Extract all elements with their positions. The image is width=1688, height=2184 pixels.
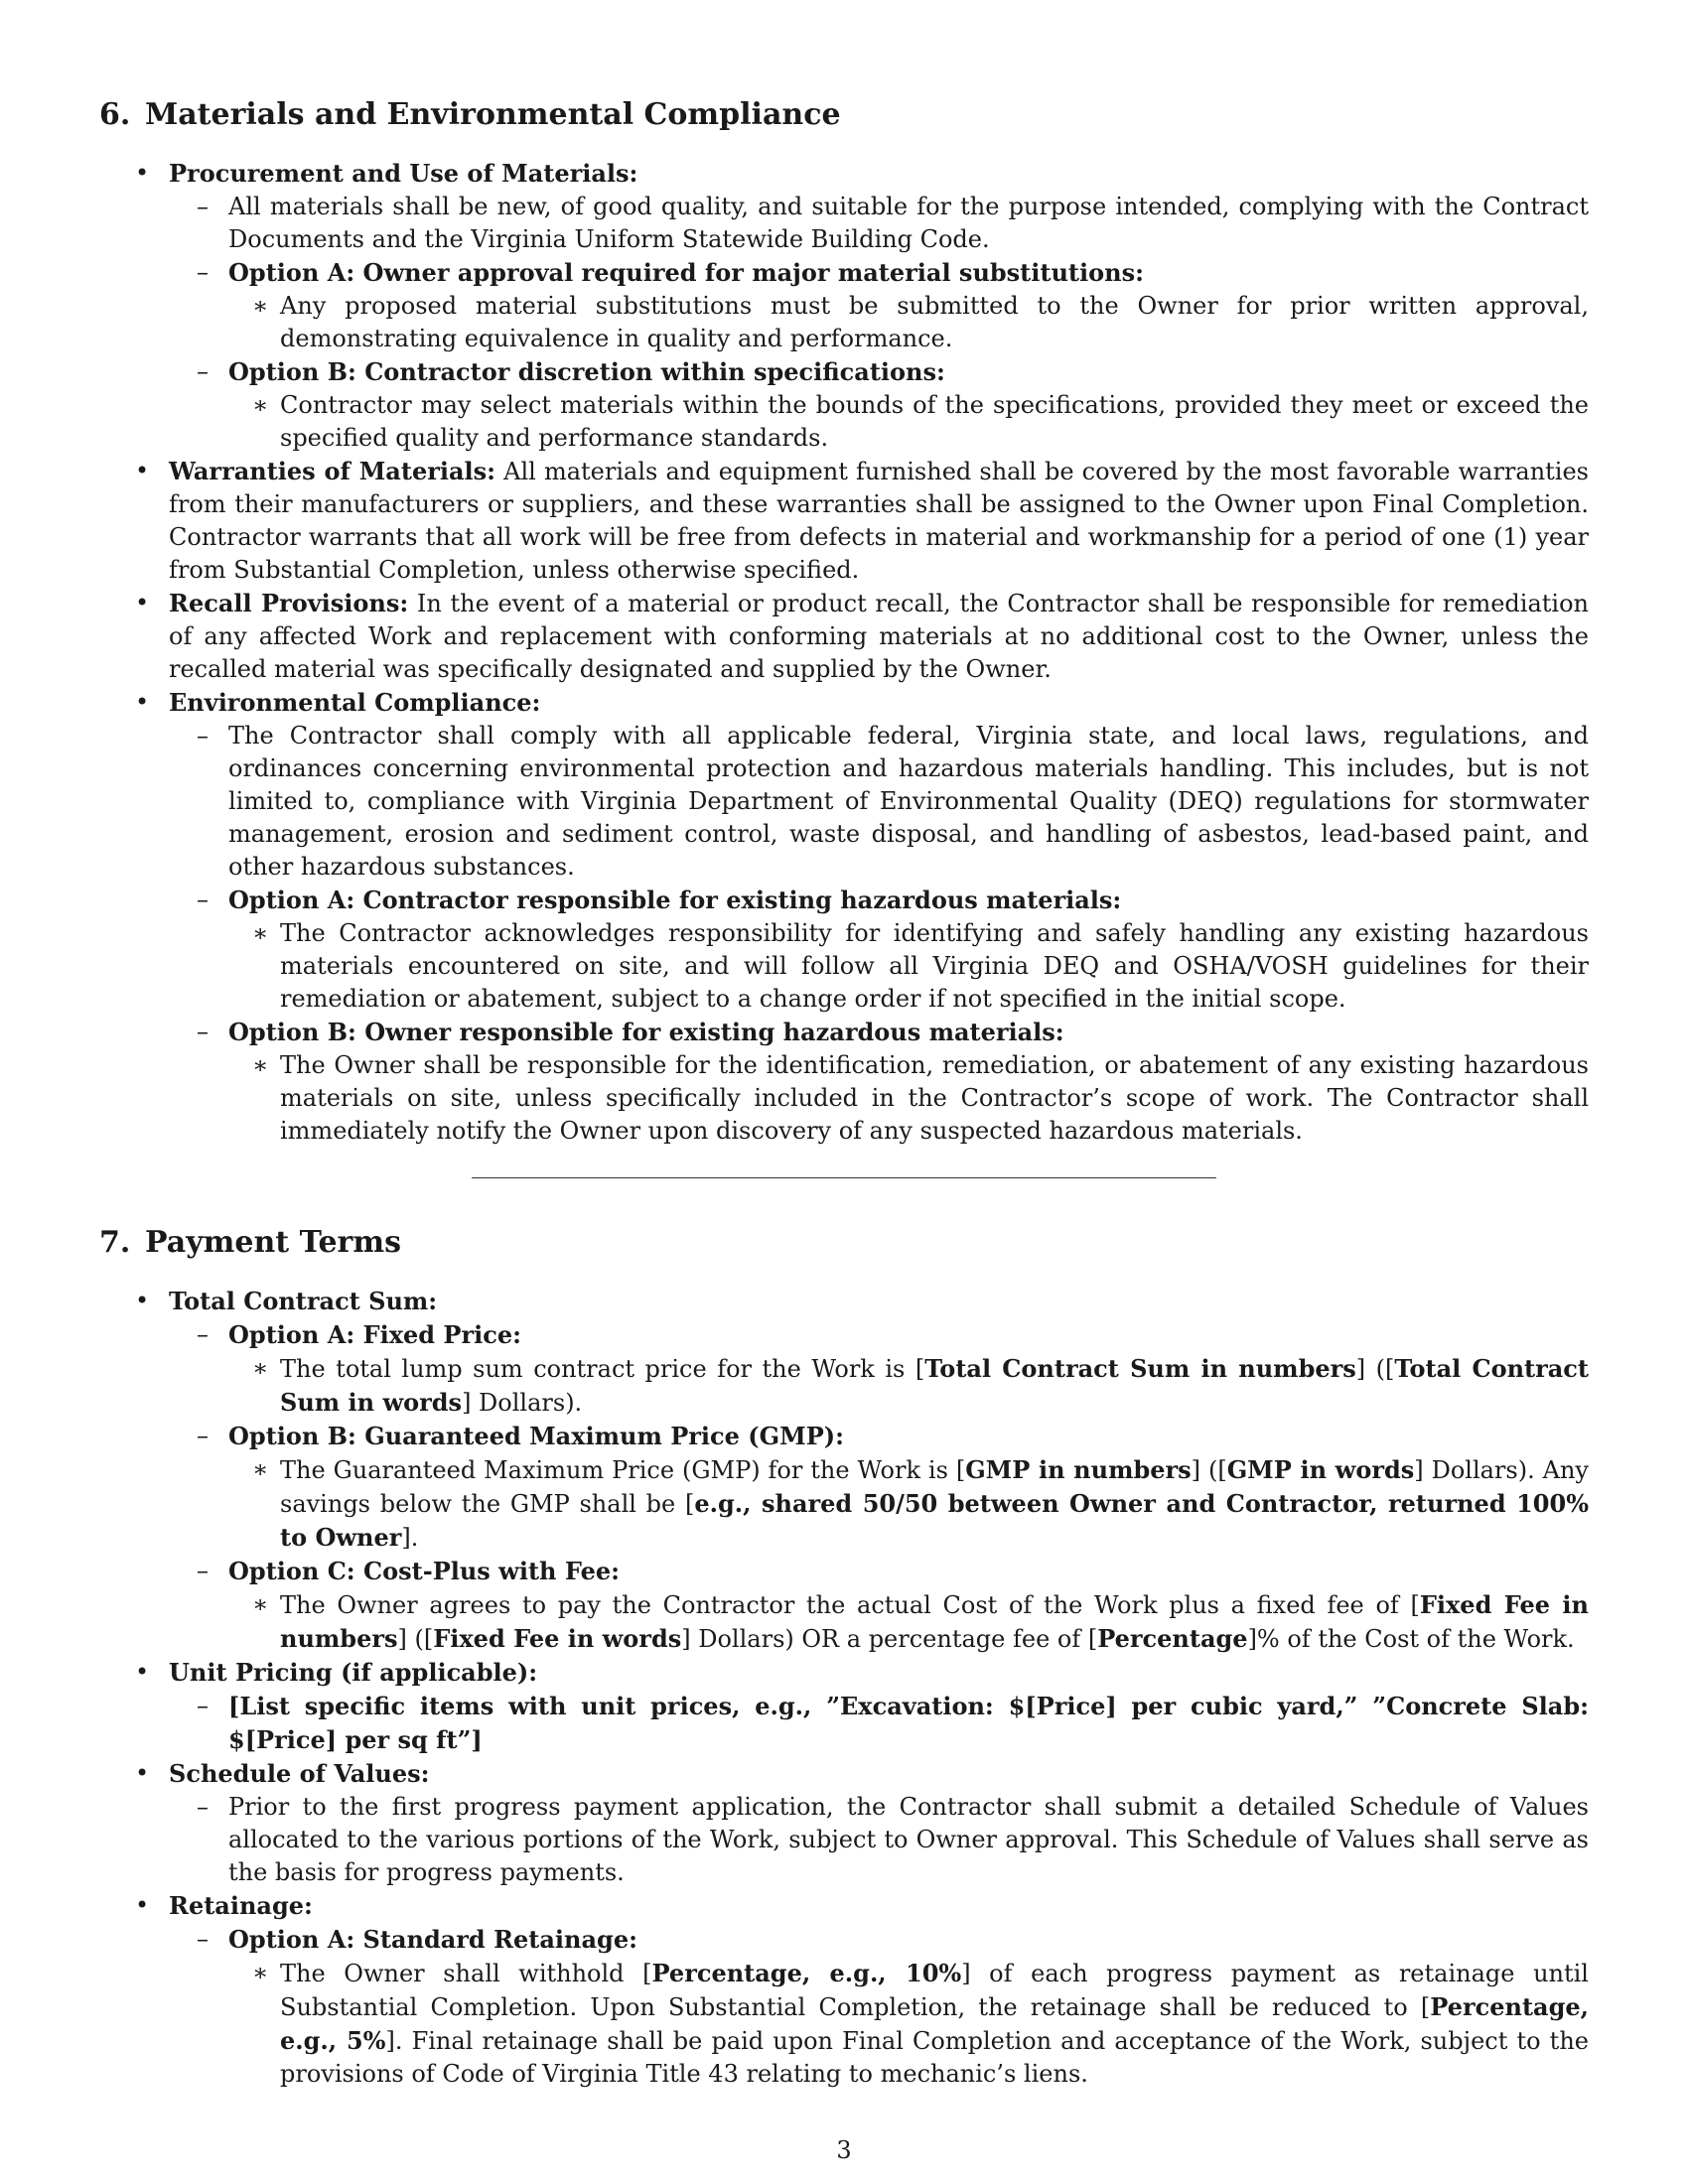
section-7 [99, 1223, 1589, 2091]
placeholder-field: Percentage [1097, 1624, 1248, 1653]
item-heading: Retainage: [169, 1891, 313, 1920]
sub-item [169, 256, 1589, 355]
option-item [228, 1352, 1589, 1420]
section-number: 6. [99, 97, 131, 132]
placeholder-field: Percentage, e.g., 5% [280, 1992, 1589, 2055]
section-divider [472, 1177, 1216, 1178]
bullet-list [99, 157, 1589, 1148]
item-heading: Unit Pricing (if applicable): [169, 1658, 538, 1687]
option-list [228, 1352, 1589, 1420]
sub-item [169, 1318, 1589, 1420]
text-run: The Owner shall withhold [ [280, 1960, 652, 1987]
item-heading: Environmental Compliance: [169, 688, 541, 717]
text-run: The Guaranteed Maximum Price (GMP) for the Work is [ [280, 1456, 966, 1484]
sub-item [169, 191, 1589, 256]
sub-item [169, 1016, 1589, 1148]
sub-item [169, 1791, 1589, 1889]
placeholder-field: GMP in numbers [965, 1455, 1192, 1484]
option-item: ∗ The Guaranteed Maximum Price (GMP) for the Work is [GMP in numbers] ([GMP in words] Dollars). Any savings below the GMP shall be [e.g., shared 50/50 between Owner and Contractor, returned 100% to Owner]. [228, 1453, 1589, 1555]
option-list [228, 290, 1589, 355]
option-list [228, 1957, 1589, 2091]
text-run: ] Dollars) OR a percentage fee of [ [681, 1625, 1098, 1653]
sub-item [169, 1690, 1589, 1757]
text-run: ] of each progress payment as retainage until Substantial Completion. Upon Substantial Completion, the retainage shall be reduced to [ [280, 1960, 1589, 2021]
list-item [99, 1656, 1589, 1757]
option-list [228, 1049, 1589, 1148]
list-item [99, 455, 1589, 587]
sub-item [169, 1923, 1589, 2091]
placeholder-field: Percentage, e.g., 10% [651, 1959, 962, 1987]
sub-list [169, 1923, 1589, 2091]
option-list [228, 389, 1589, 455]
item-heading: Warranties of Materials: [169, 457, 496, 485]
list-item [99, 157, 1589, 455]
sub-item [169, 884, 1589, 1016]
option-title: Option B: Contractor discretion within specifications: [228, 357, 945, 386]
text-run: ] ([ [1191, 1456, 1227, 1484]
section-title: Materials and Environmental Compliance [145, 97, 841, 132]
bullet-list [99, 1285, 1589, 2091]
placeholder-field: GMP in words [1226, 1455, 1415, 1484]
sub-list [169, 1318, 1589, 1656]
section-heading [99, 95, 1589, 135]
sub-item [169, 355, 1589, 455]
text-run: The total lump sum contract price for the Work is [ [280, 1355, 925, 1383]
option-list [228, 917, 1589, 1016]
sub-item [169, 1420, 1589, 1555]
page-number: 3 [836, 2136, 852, 2164]
sub-item [169, 1555, 1589, 1656]
option-item [228, 917, 1589, 1016]
list-item [99, 686, 1589, 1148]
text-run: Dollars). Any savings below the GMP shall be [ [280, 1456, 1589, 1518]
placeholder-field: Fixed Fee in numbers [280, 1590, 1589, 1653]
list-item [99, 1757, 1589, 1889]
list-item [99, 1285, 1589, 1656]
option-item [228, 389, 1589, 455]
option-title: Option A: Fixed Price: [228, 1320, 521, 1349]
text-run: ]% of the Cost of the Work. [1247, 1625, 1575, 1653]
option-title: Option A: Owner approval required for major material substitutions: [228, 258, 1144, 287]
item-text: The Owner shall be responsible for the identification, remediation, or abatement of any existing hazardous materials on site, unless specifically included in the Contractor’s scope of work. The Contractor shall immediately notify the Owner upon discovery of any suspected hazardous materials. [280, 1051, 1589, 1145]
option-item [228, 1957, 1589, 2091]
item-heading: Total Contract Sum: [169, 1287, 438, 1315]
text-run: ]. [401, 1524, 419, 1552]
option-list [228, 1453, 1589, 1555]
list-item [99, 587, 1589, 686]
item-text: Prior to the first progress payment application, the Contractor shall submit a detailed Schedule of Values allocated to the various portions of the Work, subject to Owner approval. This Schedule of Values shall serve as the basis for progress payments. [228, 1793, 1589, 1886]
item-heading: Procurement and Use of Materials: [169, 159, 638, 188]
placeholder-field: Total Contract Sum in numbers [924, 1354, 1356, 1383]
section-6 [99, 95, 1589, 1148]
option-item [228, 1588, 1589, 1656]
section-heading [99, 1223, 1589, 1263]
list-item [99, 1889, 1589, 2091]
placeholder-field: Fixed Fee in words [433, 1624, 682, 1653]
option-title: Option C: Cost-Plus with Fee: [228, 1557, 620, 1585]
item-text: In the event of a material or product recall, the Contractor shall be responsible for remediation of any affected Work and replacement with conforming materials at no additional cost to the Owner, unless the recalled material was specifically designated and supplied by the Owner. [169, 590, 1589, 683]
sub-list [169, 1690, 1589, 1757]
text-run: ] Dollars). [462, 1389, 583, 1417]
item-heading: Schedule of Values: [169, 1759, 430, 1788]
sub-list [169, 1791, 1589, 1889]
text-run: ]. Final retainage shall be paid upon Final Completion and acceptance of the Work, subject to the provisions of Code of Virginia Title 43 relating to mechanic’s liens. [280, 2027, 1589, 2088]
sub-list [169, 720, 1589, 1148]
option-item [228, 290, 1589, 355]
option-list [228, 1588, 1589, 1656]
item-text: The Contractor shall comply with all applicable federal, Virginia state, and local laws, regulations, and ordinances concerning environmental protection and hazardous materials handling. This includes, but is not limited to, compliance with Virginia Department of Environmental Quality (DEQ) regulations for stormwater management, erosion and sediment control, waste disposal, and handling of asbestos, lead-based paint, and other hazardous substances. [228, 722, 1589, 881]
item-text: [List specific items with unit prices, e.g., ”Excavation: $[Price] per cubic yard,” ”Concrete Slab: $[Price] per sq ft”] [228, 1692, 1589, 1754]
item-heading: Recall Provisions: [169, 589, 409, 617]
placeholder-field: e.g., shared 50/50 between Owner and Contractor, returned 100% to Owner [280, 1489, 1589, 1552]
option-title: Option B: Owner responsible for existing hazardous materials: [228, 1018, 1064, 1046]
placeholder-field: Total Contract Sum in words [280, 1354, 1590, 1417]
option-item [228, 1049, 1589, 1148]
option-title: Option B: Guaranteed Maximum Price (GMP): [228, 1422, 844, 1450]
sub-item [169, 720, 1589, 884]
text-run: ] ([ [397, 1625, 434, 1653]
item-text: All materials and equipment furnished shall be covered by the most favorable warranties from their manufacturers or suppliers, and these warranties shall be assigned to the Owner upon Final Completion. Contractor warrants that all work will be free from defects in material and workmanship for a period of one (1) year from Substantial Completion, unless otherwise specified. [169, 458, 1589, 584]
section-title: Payment Terms [145, 1225, 401, 1260]
section-number: 7. [99, 1225, 131, 1260]
item-text: All materials shall be new, of good quality, and suitable for the purpose intended, complying with the Contract Documents and the Virginia Uniform Statewide Building Code. [228, 193, 1589, 253]
option-title: Option A: Contractor responsible for existing hazardous materials: [228, 886, 1122, 914]
option-title: Option A: Standard Retainage: [228, 1925, 637, 1954]
item-text: Any proposed material substitutions must be submitted to the Owner for prior written approval, demonstrating equivalence in quality and performance. [280, 292, 1589, 352]
item-text: Contractor may select materials within the bounds of the specifications, provided they meet or exceed the specified quality and performance standards. [280, 391, 1589, 452]
sub-list [169, 191, 1589, 455]
item-text: The Contractor acknowledges responsibility for identifying and safely handling any existing hazardous materials encountered on site, and will follow all Virginia DEQ and OSHA/VOSH guidelines for their remediation or abatement, subject to a change order if not specified in the initial scope. [280, 919, 1589, 1013]
text-run: The Owner agrees to pay the Contractor the actual Cost of the Work plus a fixed fee of [ [280, 1591, 1420, 1619]
text-run: ] ([ [1355, 1355, 1395, 1383]
